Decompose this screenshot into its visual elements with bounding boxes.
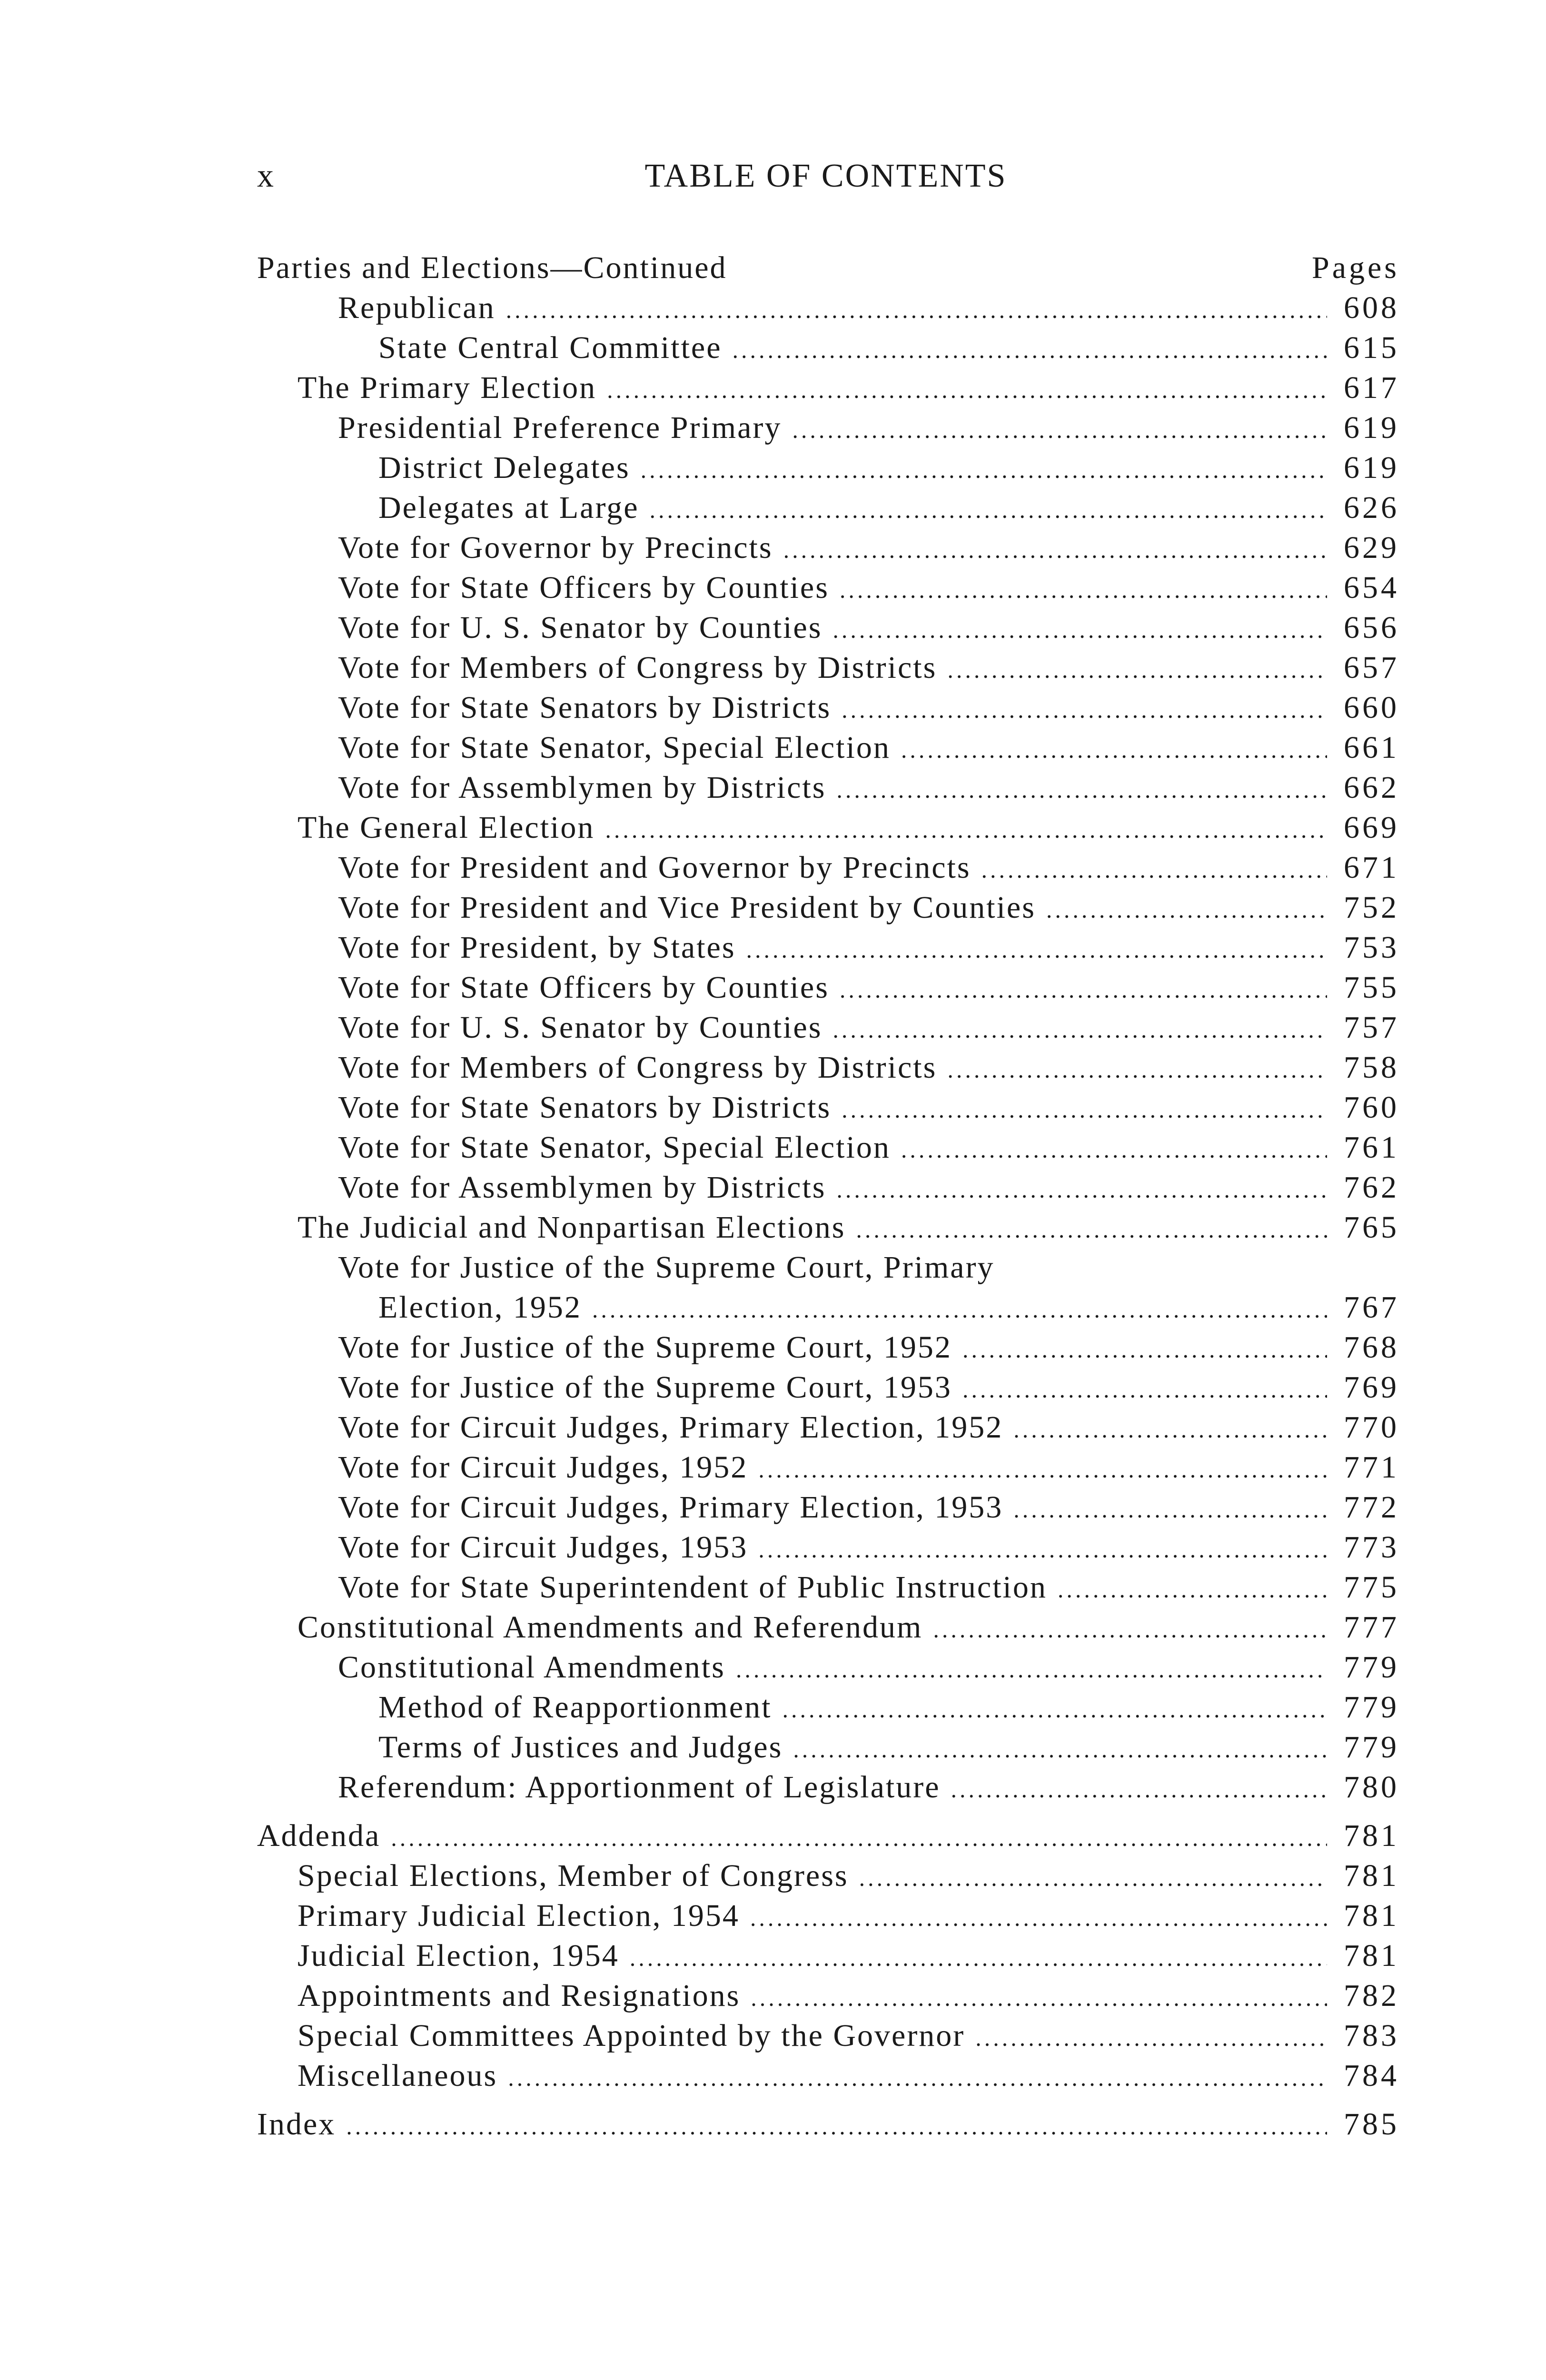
toc-entry <box>257 1729 1399 1769</box>
toc-leader <box>1013 1416 1327 1443</box>
toc-entry-page: 662 <box>1344 770 1399 805</box>
toc-entry-page: 785 <box>1344 2107 1399 2142</box>
toc-entry-page: 775 <box>1344 1570 1399 1605</box>
toc-entry-label: Vote for Circuit Judges, Primary Election, 1952 <box>338 1410 1003 1445</box>
toc-entry <box>257 570 1399 610</box>
toc-entry-label: Special Committees Appointed by the Governor <box>297 2018 965 2053</box>
toc-entry-label: Vote for State Officers by Counties <box>338 570 829 605</box>
toc-leader <box>793 1735 1327 1763</box>
toc-leader <box>506 296 1327 324</box>
toc-entry <box>257 1978 1399 2018</box>
toc-entry-page: 772 <box>1344 1490 1399 1525</box>
toc-entry <box>257 1649 1399 1689</box>
toc-entry-label: Vote for President and Governor by Precincts <box>338 850 971 885</box>
toc-entry <box>257 1130 1399 1170</box>
toc-entry-label: Vote for State Officers by Counties <box>338 970 829 1005</box>
toc-entry-label: Vote for Circuit Judges, 1952 <box>338 1450 748 1485</box>
toc-entry-label: Method of Reapportionment <box>378 1690 772 1725</box>
toc-entry-label: Addenda <box>257 1818 381 1853</box>
toc-entry-label: Constitutional Amendments and Referendum <box>297 1610 923 1645</box>
toc-entry <box>257 730 1399 770</box>
toc-entry-label: Referendum: Apportionment of Legislature <box>338 1770 941 1805</box>
toc-entry <box>257 1609 1399 1649</box>
toc-leader <box>750 1904 1327 1932</box>
toc-leader <box>641 456 1327 484</box>
toc-entry-page: 779 <box>1344 1650 1399 1685</box>
toc-entry-label: Vote for State Senator, Special Election <box>338 730 891 765</box>
toc-entry-label: Vote for State Senators by Districts <box>338 1090 832 1125</box>
toc-entry <box>257 930 1399 970</box>
toc-leader <box>346 2112 1327 2140</box>
toc-entry-page: 617 <box>1344 370 1399 405</box>
toc-leader <box>842 696 1327 724</box>
toc-entry-page: 762 <box>1344 1170 1399 1205</box>
toc-entry-page: 671 <box>1344 850 1399 885</box>
toc-entry <box>257 1449 1399 1489</box>
toc-entry <box>257 1529 1399 1569</box>
toc-entry <box>257 1769 1399 1809</box>
toc-heading-label: Parties and Elections—Continued <box>257 250 727 285</box>
toc-leader <box>947 1056 1327 1083</box>
toc-entry <box>257 2058 1399 2098</box>
toc-entry-page: 619 <box>1344 410 1399 445</box>
toc-entry-page: 757 <box>1344 1010 1399 1045</box>
toc-entry-label: Vote for President and Vice President by Counties <box>338 890 1036 925</box>
toc-entry-page: 629 <box>1344 530 1399 565</box>
toc-entry-page: 760 <box>1344 1090 1399 1125</box>
toc-entry-label: Vote for U. S. Senator by Counties <box>338 1010 823 1045</box>
toc-entry-label: Vote for Circuit Judges, Primary Election, 1953 <box>338 1490 1003 1525</box>
toc-leader <box>792 416 1327 444</box>
toc-entry-label: Election, 1952 <box>378 1290 582 1325</box>
toc-leader <box>758 1536 1327 1563</box>
toc-leader <box>783 1696 1327 1723</box>
toc-entry <box>257 290 1399 330</box>
toc-entry-label: Judicial Election, 1954 <box>297 1938 619 1973</box>
toc-entry-label: Constitutional Amendments <box>338 1650 725 1685</box>
toc-entry-label: Vote for State Superintendent of Public Instruction <box>338 1570 1047 1605</box>
toc-entry-label: Vote for Justice of the Supreme Court, 1953 <box>338 1370 952 1405</box>
toc-leader <box>508 2064 1327 2092</box>
toc-entry-label: Vote for Members of Congress by Districts <box>338 1050 937 1085</box>
toc-entry-label: District Delegates <box>378 450 630 485</box>
toc-entry-label: Vote for Assemblymen by Districts <box>338 1170 826 1205</box>
toc-entry-page: 758 <box>1344 1050 1399 1085</box>
toc-entry-label: Vote for Governor by Precincts <box>338 530 773 565</box>
toc-entry <box>257 810 1399 850</box>
toc-leader <box>733 336 1327 364</box>
toc-entry <box>257 1369 1399 1409</box>
toc-entry-page: 781 <box>1344 1938 1399 1973</box>
toc-entry-label: Index <box>257 2107 336 2142</box>
toc-entry-page: 656 <box>1344 610 1399 645</box>
toc-entry <box>257 970 1399 1010</box>
toc-entry <box>257 330 1399 370</box>
toc-entry-page: 661 <box>1344 730 1399 765</box>
toc-leader <box>832 1016 1327 1043</box>
toc-entry-page: 771 <box>1344 1450 1399 1485</box>
toc-entry <box>257 2018 1399 2058</box>
toc-leader <box>836 776 1327 803</box>
toc-entry <box>257 370 1399 410</box>
toc-entry <box>257 1689 1399 1729</box>
toc-entry <box>257 1210 1399 1250</box>
toc-entry-page: 755 <box>1344 970 1399 1005</box>
toc-entry <box>257 1170 1399 1210</box>
toc-leader <box>832 616 1327 644</box>
toc-leader <box>650 496 1327 524</box>
toc-entry-label: Primary Judicial Election, 1954 <box>297 1898 740 1933</box>
toc-entry <box>257 490 1399 530</box>
toc-entry-label: Miscellaneous <box>297 2058 498 2093</box>
toc-leader <box>975 2024 1327 2052</box>
toc-entry <box>257 1569 1399 1609</box>
toc-entry <box>257 530 1399 570</box>
toc-entry-page: 779 <box>1344 1730 1399 1765</box>
toc-leader <box>933 1616 1327 1643</box>
toc-entry-label: Vote for Justice of the Supreme Court, 1952 <box>338 1330 952 1365</box>
toc-leader <box>981 856 1327 883</box>
toc-entry <box>257 2106 1399 2146</box>
toc-entry-label: Vote for Justice of the Supreme Court, Primary <box>338 1250 995 1285</box>
running-title: TABLE OF CONTENTS <box>644 158 1007 194</box>
toc-entry-label: Presidential Preference Primary <box>338 410 782 445</box>
toc-entry <box>257 1898 1399 1938</box>
toc-leader <box>856 1216 1327 1243</box>
toc-entry <box>257 1938 1399 1978</box>
toc-leader <box>605 816 1327 843</box>
toc-entry-page: 773 <box>1344 1530 1399 1565</box>
toc-entry-label: Special Elections, Member of Congress <box>297 1858 849 1893</box>
toc-entry <box>257 1010 1399 1050</box>
toc-entry <box>257 1409 1399 1449</box>
toc-entry-page: 781 <box>1344 1818 1399 1853</box>
toc-entry-page: 752 <box>1344 890 1399 925</box>
toc-entry-page: 781 <box>1344 1858 1399 1893</box>
toc-entry-label: The Primary Election <box>297 370 597 405</box>
toc-leader <box>758 1456 1327 1483</box>
toc-entry <box>257 1329 1399 1369</box>
toc-leader <box>859 1864 1327 1892</box>
toc-entry <box>257 450 1399 490</box>
toc-entry <box>257 690 1399 730</box>
toc-entry-page: 765 <box>1344 1210 1399 1245</box>
toc-entry-page: 784 <box>1344 2058 1399 2093</box>
toc-entry-page: 779 <box>1344 1690 1399 1725</box>
toc-entry-page: 761 <box>1344 1130 1399 1165</box>
toc-entry-page: 782 <box>1344 1978 1399 2013</box>
toc-leader <box>1013 1496 1327 1523</box>
toc-entry-label: The Judicial and Nonpartisan Elections <box>297 1210 846 1245</box>
toc-entry <box>257 1489 1399 1529</box>
toc-entry-page: 657 <box>1344 650 1399 685</box>
toc-entry <box>257 1858 1399 1898</box>
toc-entry-page: 780 <box>1344 1770 1399 1805</box>
toc-entry-page: 619 <box>1344 450 1399 485</box>
toc-leader <box>1058 1576 1327 1603</box>
toc-entry-page: 753 <box>1344 930 1399 965</box>
toc-section-heading <box>257 250 1399 290</box>
page-number: x <box>257 158 275 194</box>
toc-leader <box>1046 896 1327 923</box>
toc-leader <box>391 1824 1327 1852</box>
toc-entry <box>257 610 1399 650</box>
toc-entry-page: 783 <box>1344 2018 1399 2053</box>
toc-leader <box>746 936 1327 963</box>
toc-leader <box>962 1376 1327 1403</box>
toc-entry-page: 770 <box>1344 1410 1399 1445</box>
toc-entry-page: 769 <box>1344 1370 1399 1405</box>
pages-column-label: Pages <box>1312 250 1399 285</box>
toc-leader <box>607 376 1327 404</box>
toc-entry-label: Appointments and Resignations <box>297 1978 741 2013</box>
toc-leader <box>751 1984 1327 2012</box>
toc-entry-page: 615 <box>1344 330 1399 365</box>
toc-leader <box>947 656 1327 684</box>
toc-leader <box>592 1296 1327 1323</box>
toc-entry-label: Vote for Circuit Judges, 1953 <box>338 1530 748 1565</box>
toc-entry-label: Vote for State Senators by Districts <box>338 690 832 725</box>
toc-leader <box>962 1336 1327 1363</box>
toc-leader <box>836 1176 1327 1203</box>
toc-leader <box>736 1656 1327 1683</box>
toc-leader <box>901 1136 1327 1163</box>
toc-entry <box>257 650 1399 690</box>
toc-entry-label: Vote for Members of Congress by Districts <box>338 650 937 685</box>
toc-entry-label: Vote for State Senator, Special Election <box>338 1130 891 1165</box>
toc-entry <box>257 1250 1399 1289</box>
toc-entry-page: 781 <box>1344 1898 1399 1933</box>
toc-entry-page: 777 <box>1344 1610 1399 1645</box>
toc-entry <box>257 1090 1399 1130</box>
toc-leader <box>840 576 1327 604</box>
toc-entry <box>257 410 1399 450</box>
toc-entry <box>257 1818 1399 1858</box>
toc-leader <box>842 1096 1327 1123</box>
toc-leader <box>630 1944 1327 1972</box>
toc-entry-label: State Central Committee <box>378 330 722 365</box>
toc-entry-label: Delegates at Large <box>378 490 639 525</box>
toc-entry-label: Vote for Assemblymen by Districts <box>338 770 826 805</box>
toc-entry-label: Terms of Justices and Judges <box>378 1730 783 1765</box>
toc-entry-label: Vote for U. S. Senator by Counties <box>338 610 823 645</box>
toc-entry-page: 767 <box>1344 1290 1399 1325</box>
toc-entry-label: Republican <box>338 290 496 325</box>
toc-entry <box>257 770 1399 810</box>
table-of-contents <box>257 250 1399 2146</box>
toc-entry-label: Vote for President, by States <box>338 930 736 965</box>
toc-entry-page: 608 <box>1344 290 1399 325</box>
toc-leader <box>901 736 1327 764</box>
toc-entry <box>257 850 1399 890</box>
toc-entry <box>257 890 1399 930</box>
toc-entry-page: 669 <box>1344 810 1399 845</box>
toc-leader <box>783 536 1327 564</box>
page-header <box>257 157 1395 205</box>
toc-entry-page: 660 <box>1344 690 1399 725</box>
toc-entry <box>257 1050 1399 1090</box>
toc-leader <box>951 1775 1327 1803</box>
toc-entry-page: 654 <box>1344 570 1399 605</box>
toc-entry <box>257 1289 1399 1329</box>
toc-entry-page: 768 <box>1344 1330 1399 1365</box>
toc-entry-label: The General Election <box>297 810 595 845</box>
toc-leader <box>840 976 1327 1003</box>
toc-entry-page: 626 <box>1344 490 1399 525</box>
